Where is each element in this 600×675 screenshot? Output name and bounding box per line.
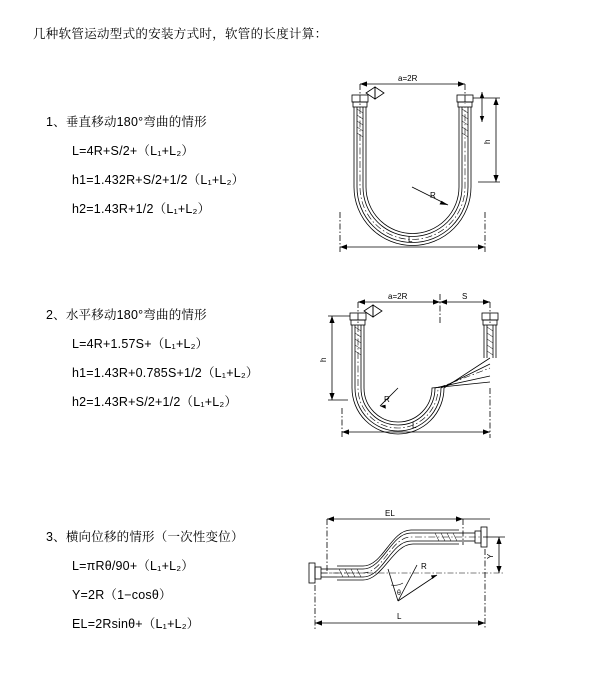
- figure-3-label-Y: Y: [486, 553, 495, 559]
- section-2-formula-3: h2=1.43R+S/2+1/2（L₁+L₂）: [72, 395, 238, 409]
- page-title: 几种软管运动型式的安装方式时，软管的长度计算：: [33, 27, 328, 41]
- figure-2-label-R: R: [384, 395, 390, 404]
- figure-3-label-L: L: [397, 612, 402, 621]
- figure-2-label-L: L: [412, 421, 417, 430]
- figure-1-label-R: R: [430, 191, 436, 200]
- section-3: [46, 527, 244, 632]
- section-1-title: 1、垂直移动180°弯曲的情形: [46, 115, 207, 129]
- figure-horizontal-180-bend: [300, 280, 530, 470]
- figure-lateral-offset: [285, 505, 535, 650]
- section-3-formula-1: L=πRθ/90+（L₁+L₂）: [72, 559, 195, 573]
- section-2-formula-1: L=4R+1.57S+（L₁+L₂）: [72, 337, 209, 351]
- figure-2-label-h: h: [319, 357, 328, 362]
- section-2-title: 2、水平移动180°弯曲的情形: [46, 308, 207, 322]
- section-3-formula-3: EL=2Rsinθ+（L₁+L₂）: [72, 617, 200, 631]
- section-1-formula-3: h2=1.43R+1/2（L₁+L₂）: [72, 202, 211, 216]
- figure-3-label-R: R: [421, 562, 427, 571]
- figure-1-label-a: a=2R: [398, 74, 418, 83]
- section-1-formula-1: L=4R+S/2+（L₁+L₂）: [72, 144, 195, 158]
- section-2-formula-2: h1=1.43R+0.785S+1/2（L₁+L₂）: [72, 366, 259, 380]
- figure-2-label-a: a=2R: [388, 292, 408, 301]
- figure-vertical-180-bend: [300, 62, 530, 277]
- figure-2-label-S: S: [462, 292, 468, 301]
- section-1-formula-2: h1=1.432R+S/2+1/2（L₁+L₂）: [72, 173, 245, 187]
- figure-3-label-EL: EL: [385, 509, 395, 518]
- figure-1-label-h: h: [483, 139, 492, 144]
- figure-1-label-L: L: [408, 235, 413, 244]
- figure-3-label-theta: θ: [397, 590, 401, 597]
- section-1: [46, 112, 244, 217]
- section-2: [46, 305, 259, 410]
- section-3-formula-2: Y=2R（1−cosθ）: [72, 588, 172, 602]
- section-3-title: 3、横向位移的情形（一次性变位）: [46, 530, 244, 544]
